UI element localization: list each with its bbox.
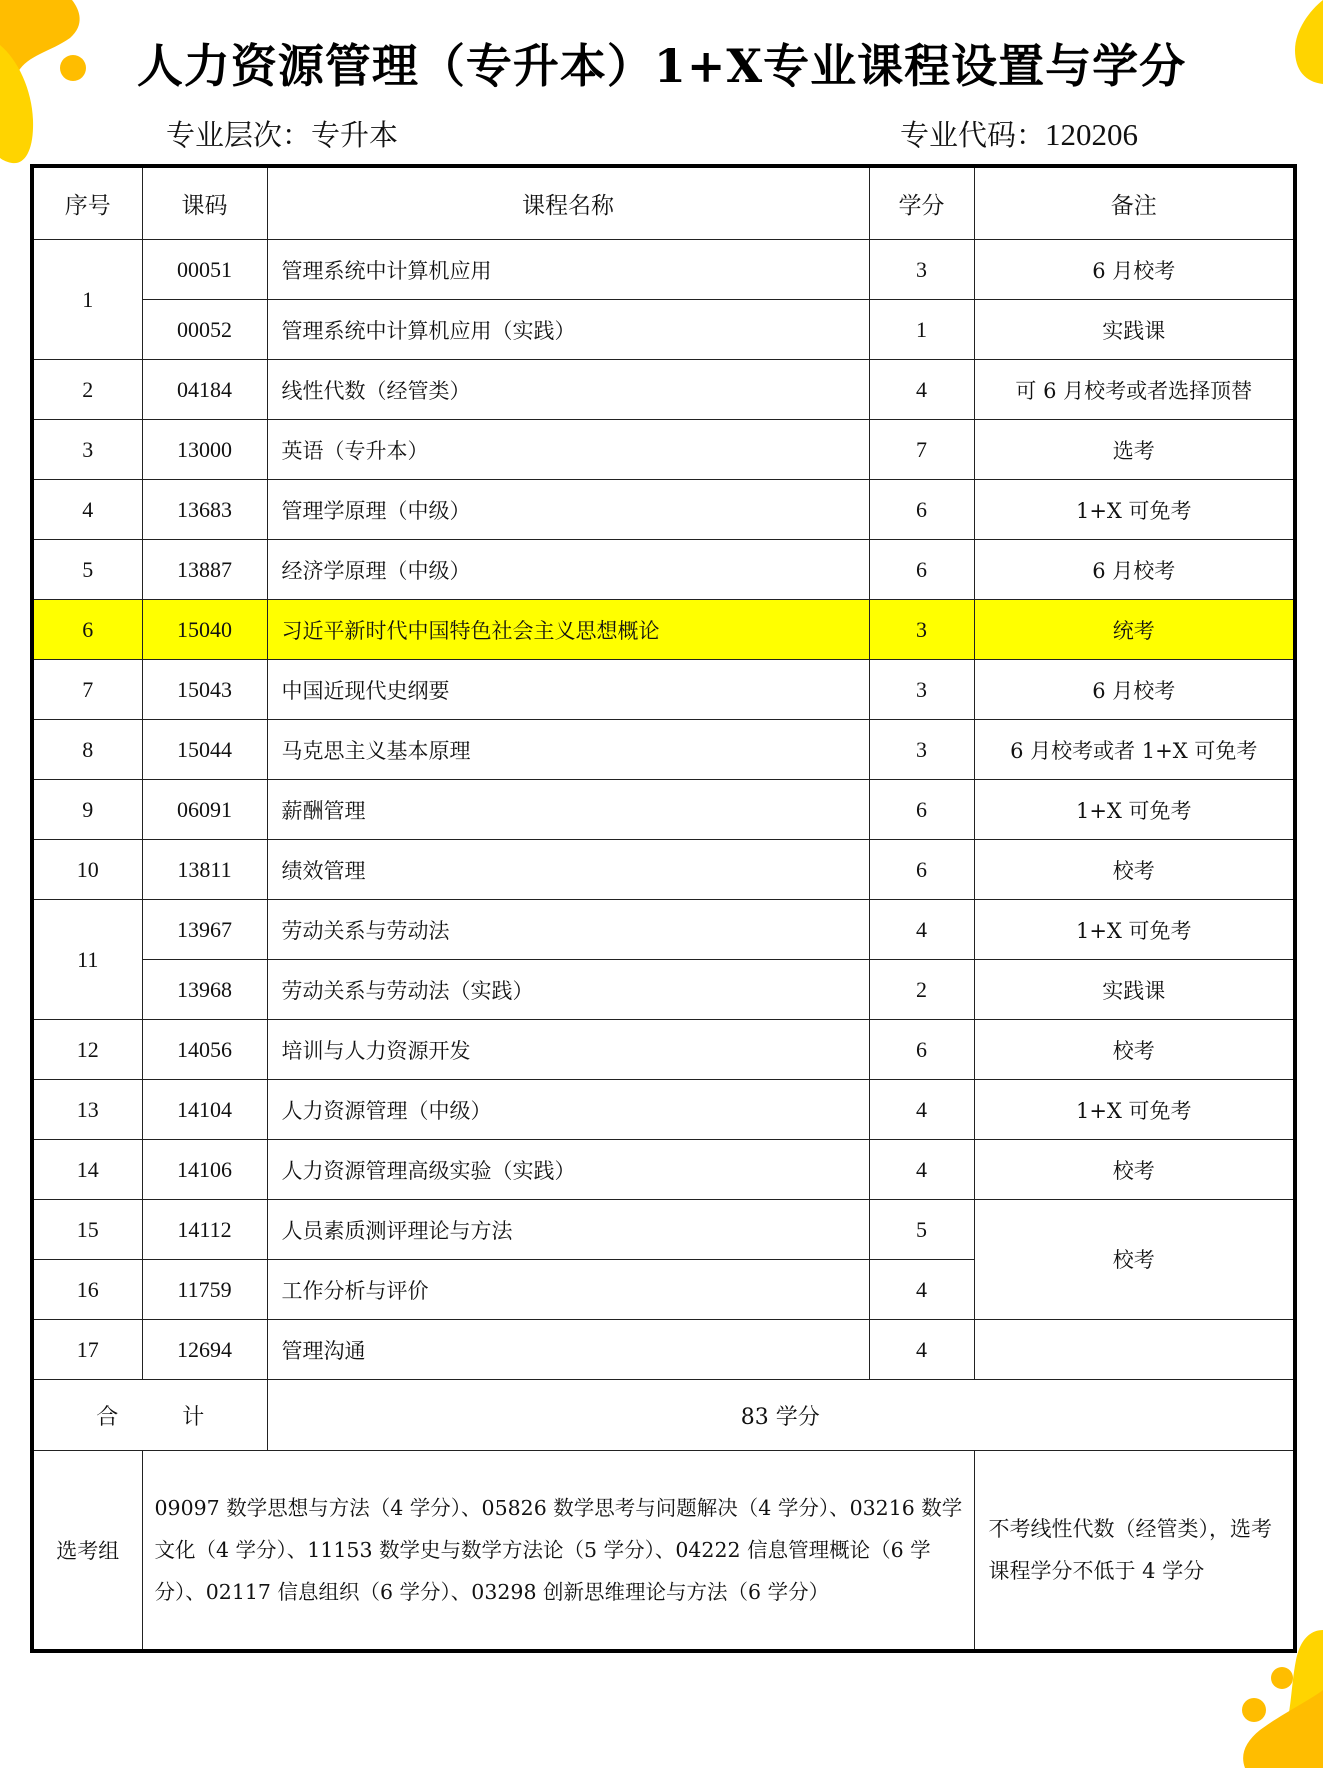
table-row bbox=[32, 960, 1295, 1020]
table-row bbox=[32, 1140, 1295, 1200]
table-row bbox=[32, 1200, 1295, 1260]
course-name-cell: 薪酬管理 bbox=[267, 780, 869, 840]
code-cell: 13000 bbox=[142, 420, 267, 480]
table-header-row bbox=[32, 166, 1295, 240]
table-row bbox=[32, 480, 1295, 540]
code-cell: 13811 bbox=[142, 840, 267, 900]
course-name-cell: 人力资源管理高级实验（实践） bbox=[267, 1140, 869, 1200]
code-cell: 11759 bbox=[142, 1260, 267, 1320]
note-cell: 1+X 可免考 bbox=[974, 780, 1295, 840]
seq-cell: 10 bbox=[32, 840, 142, 900]
table-row bbox=[32, 300, 1295, 360]
major-level-label: 专业层次： bbox=[166, 118, 312, 152]
table-row bbox=[32, 660, 1295, 720]
code-cell: 13683 bbox=[142, 480, 267, 540]
credits-cell: 4 bbox=[869, 1140, 974, 1200]
credits-cell: 7 bbox=[869, 420, 974, 480]
note-cell: 6 月校考 bbox=[974, 660, 1295, 720]
major-code-value: 120206 bbox=[1045, 117, 1139, 152]
credits-cell: 6 bbox=[869, 840, 974, 900]
credits-cell: 3 bbox=[869, 240, 974, 300]
note-cell: 选考 bbox=[974, 420, 1295, 480]
seq-cell: 8 bbox=[32, 720, 142, 780]
course-name-cell: 劳动关系与劳动法（实践） bbox=[267, 960, 869, 1020]
course-name-cell: 马克思主义基本原理 bbox=[267, 720, 869, 780]
note-cell: 6 月校考或者 1+X 可免考 bbox=[974, 720, 1295, 780]
seq-cell: 11 bbox=[32, 900, 142, 1020]
course-name-cell: 管理系统中计算机应用 bbox=[267, 240, 869, 300]
course-table bbox=[30, 164, 1297, 1653]
seq-cell: 12 bbox=[32, 1020, 142, 1080]
course-name-cell: 工作分析与评价 bbox=[267, 1260, 869, 1320]
credits-cell: 4 bbox=[869, 1260, 974, 1320]
code-cell: 12694 bbox=[142, 1320, 267, 1380]
course-name-cell: 线性代数（经管类） bbox=[267, 360, 869, 420]
credits-cell: 4 bbox=[869, 1080, 974, 1140]
seq-cell: 4 bbox=[32, 480, 142, 540]
code-cell: 14104 bbox=[142, 1080, 267, 1140]
note-cell: 1+X 可免考 bbox=[974, 1080, 1295, 1140]
code-cell: 14106 bbox=[142, 1140, 267, 1200]
table-row bbox=[32, 240, 1295, 300]
course-name-cell: 经济学原理（中级） bbox=[267, 540, 869, 600]
table-row bbox=[32, 1080, 1295, 1140]
table-row bbox=[32, 840, 1295, 900]
major-level bbox=[166, 113, 398, 154]
seq-cell: 1 bbox=[32, 240, 142, 360]
seq-cell: 15 bbox=[32, 1200, 142, 1260]
major-code bbox=[900, 113, 1138, 154]
code-cell: 14056 bbox=[142, 1020, 267, 1080]
credits-cell: 6 bbox=[869, 480, 974, 540]
total-row bbox=[32, 1380, 1295, 1451]
seq-cell: 17 bbox=[32, 1320, 142, 1380]
code-cell: 00051 bbox=[142, 240, 267, 300]
note-cell: 6 月校考 bbox=[974, 240, 1295, 300]
course-name-cell: 人员素质测评理论与方法 bbox=[267, 1200, 869, 1260]
course-name-cell: 劳动关系与劳动法 bbox=[267, 900, 869, 960]
credits-cell: 4 bbox=[869, 900, 974, 960]
seq-cell: 13 bbox=[32, 1080, 142, 1140]
credits-cell: 3 bbox=[869, 720, 974, 780]
seq-cell: 5 bbox=[32, 540, 142, 600]
code-cell: 15040 bbox=[142, 600, 267, 660]
table-row bbox=[32, 720, 1295, 780]
seq-cell: 16 bbox=[32, 1260, 142, 1320]
credits-cell: 6 bbox=[869, 780, 974, 840]
seq-cell: 2 bbox=[32, 360, 142, 420]
code-cell: 15043 bbox=[142, 660, 267, 720]
credits-cell: 6 bbox=[869, 540, 974, 600]
course-name-cell: 英语（专升本） bbox=[267, 420, 869, 480]
credits-cell: 3 bbox=[869, 600, 974, 660]
course-name-cell: 管理沟通 bbox=[267, 1320, 869, 1380]
column-header-credits: 学分 bbox=[869, 166, 974, 240]
table-row-highlighted bbox=[32, 600, 1295, 660]
column-header-code: 课码 bbox=[142, 166, 267, 240]
seq-cell: 7 bbox=[32, 660, 142, 720]
elective-group-label: 选考组 bbox=[32, 1451, 142, 1652]
course-name-cell: 习近平新时代中国特色社会主义思想概论 bbox=[267, 600, 869, 660]
major-code-label: 专业代码： bbox=[900, 118, 1046, 152]
note-cell: 校考 bbox=[974, 1020, 1295, 1080]
major-level-value: 专升本 bbox=[311, 118, 399, 152]
note-cell: 实践课 bbox=[974, 960, 1295, 1020]
table-row bbox=[32, 780, 1295, 840]
note-cell: 校考 bbox=[974, 840, 1295, 900]
elective-course-list: 09097 数学思想与方法（4 学分）、05826 数学思考与问题解决（4 学分）、03216 数学文化（4 学分）、11153 数学史与数学方法论（5 学分）、04222 信息管理概论（6 学分）、02117 信息组织（6 学分）、03298 创新思维理论与方法（6 学分） bbox=[142, 1451, 974, 1652]
course-name-cell: 培训与人力资源开发 bbox=[267, 1020, 869, 1080]
course-name-cell: 管理学原理（中级） bbox=[267, 480, 869, 540]
page-title: 人力资源管理（专升本）1+X专业课程设置与学分 bbox=[136, 39, 1187, 93]
code-cell: 13967 bbox=[142, 900, 267, 960]
note-cell: 1+X 可免考 bbox=[974, 900, 1295, 960]
credits-cell: 1 bbox=[869, 300, 974, 360]
note-cell: 6 月校考 bbox=[974, 540, 1295, 600]
credits-cell: 3 bbox=[869, 660, 974, 720]
code-cell: 14112 bbox=[142, 1200, 267, 1260]
note-cell: 可 6 月校考或者选择顶替 bbox=[974, 360, 1295, 420]
course-name-cell: 中国近现代史纲要 bbox=[267, 660, 869, 720]
table-row bbox=[32, 1320, 1295, 1380]
seq-cell: 6 bbox=[32, 600, 142, 660]
table-row bbox=[32, 420, 1295, 480]
total-label-part-a: 合 bbox=[96, 1404, 119, 1430]
total-label bbox=[32, 1380, 267, 1451]
table-row bbox=[32, 360, 1295, 420]
elective-note: 不考线性代数（经管类），选考课程学分不低于 4 学分 bbox=[974, 1451, 1295, 1652]
code-cell: 00052 bbox=[142, 300, 267, 360]
note-cell: 校考 bbox=[974, 1140, 1295, 1200]
course-name-cell: 人力资源管理（中级） bbox=[267, 1080, 869, 1140]
note-cell bbox=[974, 1320, 1295, 1380]
credits-cell: 4 bbox=[869, 1320, 974, 1380]
note-cell: 实践课 bbox=[974, 300, 1295, 360]
note-cell: 1+X 可免考 bbox=[974, 480, 1295, 540]
code-cell: 15044 bbox=[142, 720, 267, 780]
code-cell: 04184 bbox=[142, 360, 267, 420]
total-label-part-b: 计 bbox=[182, 1404, 205, 1430]
table-row bbox=[32, 900, 1295, 960]
total-credits-value: 83 学分 bbox=[267, 1380, 1295, 1451]
course-name-cell: 绩效管理 bbox=[267, 840, 869, 900]
column-header-name: 课程名称 bbox=[267, 166, 869, 240]
column-header-seq: 序号 bbox=[32, 166, 142, 240]
seq-cell: 3 bbox=[32, 420, 142, 480]
column-header-note: 备注 bbox=[974, 166, 1295, 240]
credits-cell: 2 bbox=[869, 960, 974, 1020]
credits-cell: 6 bbox=[869, 1020, 974, 1080]
code-cell: 13887 bbox=[142, 540, 267, 600]
note-cell-merged: 校考 bbox=[974, 1200, 1295, 1320]
code-cell: 13968 bbox=[142, 960, 267, 1020]
code-cell: 06091 bbox=[142, 780, 267, 840]
seq-cell: 14 bbox=[32, 1140, 142, 1200]
table-row bbox=[32, 1020, 1295, 1080]
note-cell: 统考 bbox=[974, 600, 1295, 660]
credits-cell: 5 bbox=[869, 1200, 974, 1260]
elective-row bbox=[32, 1451, 1295, 1652]
course-name-cell: 管理系统中计算机应用（实践） bbox=[267, 300, 869, 360]
credits-cell: 4 bbox=[869, 360, 974, 420]
seq-cell: 9 bbox=[32, 780, 142, 840]
table-row bbox=[32, 540, 1295, 600]
